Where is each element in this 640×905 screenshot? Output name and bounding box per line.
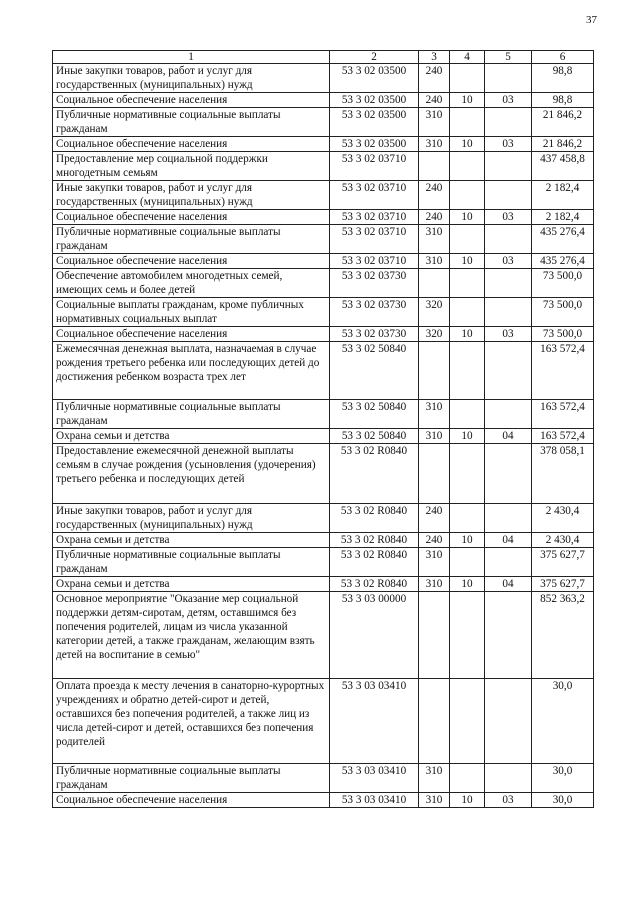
section-cell: [450, 548, 485, 577]
section-cell: [450, 269, 485, 298]
amount-cell: 378 058,1: [532, 444, 594, 504]
subsection-cell: 04: [485, 533, 532, 548]
amount-cell: 30,0: [532, 764, 594, 793]
table-body: [53, 64, 594, 808]
item-name-cell: Основное мероприятие "Оказание мер социальной поддержки детям-сиротам, детям, оставшимся без попечения родителей, лицам из числа указанной категории детей, а также гражданам, желающим взять детей на воспитание в семью": [53, 592, 330, 679]
target-code-cell: 53 3 02 R0840: [330, 504, 419, 533]
expense-type-cell: [419, 152, 450, 181]
item-name-cell: Публичные нормативные социальные выплаты гражданам: [53, 225, 330, 254]
item-name-cell: Публичные нормативные социальные выплаты гражданам: [53, 108, 330, 137]
table-row: [53, 298, 594, 327]
amount-cell: 73 500,0: [532, 269, 594, 298]
expense-type-cell: 310: [419, 108, 450, 137]
item-name-cell: Социальное обеспечение населения: [53, 137, 330, 152]
expense-type-cell: [419, 342, 450, 400]
section-cell: 10: [450, 93, 485, 108]
amount-cell: 2 430,4: [532, 533, 594, 548]
expense-type-cell: [419, 444, 450, 504]
target-code-cell: 53 3 02 03710: [330, 210, 419, 225]
expense-type-cell: [419, 269, 450, 298]
table-row: [53, 444, 594, 504]
expense-type-cell: 310: [419, 400, 450, 429]
subsection-cell: 03: [485, 254, 532, 269]
expense-type-cell: 240: [419, 93, 450, 108]
subsection-cell: [485, 679, 532, 764]
expense-type-cell: 240: [419, 504, 450, 533]
section-cell: [450, 679, 485, 764]
target-code-cell: 53 3 02 03710: [330, 152, 419, 181]
table-row: [53, 429, 594, 444]
table-row: [53, 764, 594, 793]
amount-cell: 30,0: [532, 679, 594, 764]
amount-cell: 435 276,4: [532, 254, 594, 269]
section-cell: [450, 225, 485, 254]
item-name-cell: Охрана семьи и детства: [53, 533, 330, 548]
table-row: [53, 181, 594, 210]
expense-type-cell: [419, 679, 450, 764]
item-name-cell: Охрана семьи и детства: [53, 577, 330, 592]
amount-cell: 73 500,0: [532, 327, 594, 342]
header-cell: 1: [53, 51, 330, 64]
target-code-cell: 53 3 02 03500: [330, 64, 419, 93]
subsection-cell: [485, 444, 532, 504]
section-cell: 10: [450, 210, 485, 225]
amount-cell: 21 846,2: [532, 137, 594, 152]
section-cell: 10: [450, 577, 485, 592]
amount-cell: 2 430,4: [532, 504, 594, 533]
subsection-cell: [485, 764, 532, 793]
amount-cell: 163 572,4: [532, 400, 594, 429]
item-name-cell: Обеспечение автомобилем многодетных семей, имеющих семь и более детей: [53, 269, 330, 298]
target-code-cell: 53 3 03 03410: [330, 764, 419, 793]
expense-type-cell: 310: [419, 429, 450, 444]
amount-cell: 163 572,4: [532, 429, 594, 444]
section-cell: [450, 64, 485, 93]
item-name-cell: Ежемесячная денежная выплата, назначаемая в случае рождения третьего ребенка или последующих детей до достижения ребенком возраста трех лет: [53, 342, 330, 400]
section-cell: [450, 592, 485, 679]
section-cell: 10: [450, 533, 485, 548]
subsection-cell: 04: [485, 577, 532, 592]
target-code-cell: 53 3 02 03730: [330, 269, 419, 298]
expense-type-cell: [419, 592, 450, 679]
expense-type-cell: 320: [419, 298, 450, 327]
subsection-cell: [485, 108, 532, 137]
expense-type-cell: 310: [419, 254, 450, 269]
page-number: 37: [586, 14, 597, 26]
table-row: [53, 269, 594, 298]
expense-type-cell: 240: [419, 181, 450, 210]
subsection-cell: 03: [485, 210, 532, 225]
subsection-cell: [485, 152, 532, 181]
subsection-cell: [485, 548, 532, 577]
table-row: [53, 533, 594, 548]
table-row: [53, 400, 594, 429]
section-cell: [450, 504, 485, 533]
expense-type-cell: 310: [419, 577, 450, 592]
item-name-cell: Социальное обеспечение населения: [53, 327, 330, 342]
subsection-cell: [485, 400, 532, 429]
target-code-cell: 53 3 02 03500: [330, 137, 419, 152]
subsection-cell: 03: [485, 327, 532, 342]
budget-table: [52, 50, 594, 808]
expense-type-cell: 310: [419, 764, 450, 793]
table-header-row: [53, 51, 594, 64]
item-name-cell: Охрана семьи и детства: [53, 429, 330, 444]
header-cell: 3: [419, 51, 450, 64]
expense-type-cell: 310: [419, 548, 450, 577]
target-code-cell: 53 3 02 R0840: [330, 444, 419, 504]
table-row: [53, 342, 594, 400]
expense-type-cell: 310: [419, 225, 450, 254]
subsection-cell: 04: [485, 429, 532, 444]
amount-cell: 73 500,0: [532, 298, 594, 327]
table-row: [53, 210, 594, 225]
header-cell: 6: [532, 51, 594, 64]
section-cell: [450, 342, 485, 400]
item-name-cell: Оплата проезда к месту лечения в санаторно-курортных учреждениях и обратно детей-сирот и детей, оставшихся без попечения родителей, а также лиц из числа детей-сирот и детей, оставшихся без попечения родителей: [53, 679, 330, 764]
header-cell: 2: [330, 51, 419, 64]
subsection-cell: [485, 269, 532, 298]
table-row: [53, 254, 594, 269]
target-code-cell: 53 3 02 50840: [330, 429, 419, 444]
section-cell: 10: [450, 793, 485, 808]
expense-type-cell: 310: [419, 793, 450, 808]
target-code-cell: 53 3 02 03730: [330, 327, 419, 342]
subsection-cell: [485, 504, 532, 533]
subsection-cell: [485, 592, 532, 679]
expense-type-cell: 240: [419, 64, 450, 93]
table-row: [53, 577, 594, 592]
section-cell: [450, 400, 485, 429]
amount-cell: 375 627,7: [532, 548, 594, 577]
item-name-cell: Иные закупки товаров, работ и услуг для государственных (муниципальных) нужд: [53, 504, 330, 533]
subsection-cell: [485, 342, 532, 400]
target-code-cell: 53 3 02 R0840: [330, 533, 419, 548]
item-name-cell: Публичные нормативные социальные выплаты гражданам: [53, 764, 330, 793]
target-code-cell: 53 3 02 R0840: [330, 577, 419, 592]
table-row: [53, 108, 594, 137]
table-row: [53, 327, 594, 342]
section-cell: 10: [450, 327, 485, 342]
section-cell: 10: [450, 429, 485, 444]
item-name-cell: Иные закупки товаров, работ и услуг для государственных (муниципальных) нужд: [53, 64, 330, 93]
target-code-cell: 53 3 02 03710: [330, 225, 419, 254]
section-cell: 10: [450, 254, 485, 269]
item-name-cell: Социальное обеспечение населения: [53, 793, 330, 808]
amount-cell: 375 627,7: [532, 577, 594, 592]
target-code-cell: 53 3 02 03500: [330, 108, 419, 137]
target-code-cell: 53 3 02 03500: [330, 93, 419, 108]
table-row: [53, 64, 594, 93]
amount-cell: 2 182,4: [532, 181, 594, 210]
table-row: [53, 152, 594, 181]
table-row: [53, 504, 594, 533]
target-code-cell: 53 3 03 03410: [330, 793, 419, 808]
amount-cell: 21 846,2: [532, 108, 594, 137]
subsection-cell: 03: [485, 137, 532, 152]
subsection-cell: 03: [485, 793, 532, 808]
table-row: [53, 592, 594, 679]
target-code-cell: 53 3 02 03730: [330, 298, 419, 327]
amount-cell: 437 458,8: [532, 152, 594, 181]
section-cell: 10: [450, 137, 485, 152]
table-row: [53, 548, 594, 577]
item-name-cell: Социальное обеспечение населения: [53, 210, 330, 225]
amount-cell: 163 572,4: [532, 342, 594, 400]
item-name-cell: Публичные нормативные социальные выплаты гражданам: [53, 548, 330, 577]
amount-cell: 30,0: [532, 793, 594, 808]
section-cell: [450, 444, 485, 504]
subsection-cell: [485, 225, 532, 254]
item-name-cell: Иные закупки товаров, работ и услуг для государственных (муниципальных) нужд: [53, 181, 330, 210]
header-cell: 4: [450, 51, 485, 64]
expense-type-cell: 310: [419, 137, 450, 152]
section-cell: [450, 152, 485, 181]
amount-cell: 2 182,4: [532, 210, 594, 225]
item-name-cell: Социальное обеспечение населения: [53, 93, 330, 108]
section-cell: [450, 181, 485, 210]
amount-cell: 852 363,2: [532, 592, 594, 679]
amount-cell: 98,8: [532, 64, 594, 93]
item-name-cell: Публичные нормативные социальные выплаты гражданам: [53, 400, 330, 429]
target-code-cell: 53 3 02 R0840: [330, 548, 419, 577]
amount-cell: 98,8: [532, 93, 594, 108]
subsection-cell: [485, 181, 532, 210]
target-code-cell: 53 3 02 50840: [330, 342, 419, 400]
target-code-cell: 53 3 02 50840: [330, 400, 419, 429]
table-row: [53, 679, 594, 764]
header-cell: 5: [485, 51, 532, 64]
target-code-cell: 53 3 02 03710: [330, 254, 419, 269]
target-code-cell: 53 3 03 00000: [330, 592, 419, 679]
table-row: [53, 793, 594, 808]
amount-cell: 435 276,4: [532, 225, 594, 254]
subsection-cell: 03: [485, 93, 532, 108]
table-row: [53, 137, 594, 152]
item-name-cell: Предоставление мер социальной поддержки многодетным семьям: [53, 152, 330, 181]
table-row: [53, 93, 594, 108]
item-name-cell: Предоставление ежемесячной денежной выплаты семьям в случае рождения (усыновления (удочерения) третьего ребенка и последующих детей: [53, 444, 330, 504]
table-row: [53, 225, 594, 254]
target-code-cell: 53 3 02 03710: [330, 181, 419, 210]
item-name-cell: Социальное обеспечение населения: [53, 254, 330, 269]
section-cell: [450, 764, 485, 793]
target-code-cell: 53 3 03 03410: [330, 679, 419, 764]
expense-type-cell: 240: [419, 533, 450, 548]
subsection-cell: [485, 298, 532, 327]
section-cell: [450, 108, 485, 137]
item-name-cell: Социальные выплаты гражданам, кроме публичных нормативных социальных выплат: [53, 298, 330, 327]
section-cell: [450, 298, 485, 327]
expense-type-cell: 240: [419, 210, 450, 225]
subsection-cell: [485, 64, 532, 93]
expense-type-cell: 320: [419, 327, 450, 342]
